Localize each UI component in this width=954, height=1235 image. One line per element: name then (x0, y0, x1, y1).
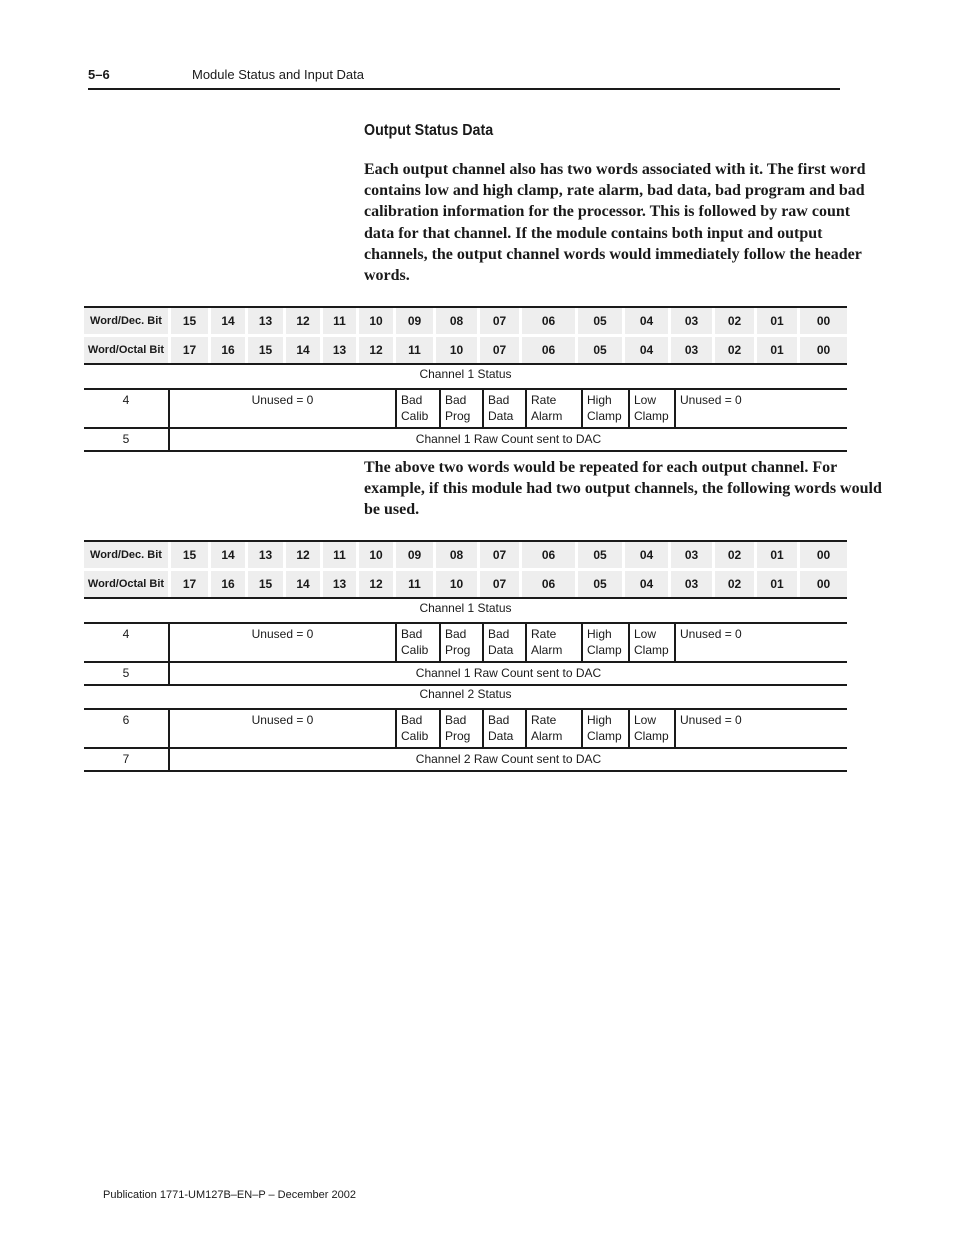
bit-cell: 01 (754, 308, 797, 337)
intro-paragraph: Each output channel also has two words associated with it. The first word contains low and high clamp, rate alarm, bad data, bad program and bad calibration information for the processor. This is followed by raw count data for that channel. If the module contains both input and output channels, the output channel words would immediately follow the header words. (364, 161, 866, 285)
word-number: 6 (84, 710, 170, 747)
bad-prog-field: Bad Prog (441, 624, 484, 661)
bit-cell: 06 (519, 308, 575, 337)
bad-prog-field: Bad Prog (441, 710, 484, 747)
high-clamp-field: High Clamp (583, 710, 630, 747)
page-number: 5–6 (88, 67, 110, 82)
rate-alarm-field: Rate Alarm (527, 390, 583, 427)
bit-cell: 05 (575, 571, 622, 597)
high-clamp-field: High Clamp (583, 390, 630, 427)
bad-data-field: Bad Data (484, 390, 527, 427)
bit-cell: 04 (622, 542, 668, 571)
bit-cell: 04 (622, 308, 668, 337)
low-clamp-field: Low Clamp (630, 624, 676, 661)
bad-calib-field: Bad Calib (397, 710, 441, 747)
bit-cell: 07 (477, 337, 519, 363)
bit-cell: 12 (283, 542, 320, 571)
bit-cell: 10 (433, 571, 477, 597)
octal-bit-row (84, 337, 847, 363)
bit-cell: 12 (356, 337, 393, 363)
bit-cell: 01 (754, 337, 797, 363)
bit-cell: 00 (797, 337, 847, 363)
high-clamp-field: High Clamp (583, 624, 630, 661)
bit-cell: 12 (283, 308, 320, 337)
rate-alarm-field: Rate Alarm (527, 710, 583, 747)
raw-count-word-row (84, 429, 847, 452)
channel-caption: Channel 2 Status (84, 686, 847, 710)
bit-cell: 02 (712, 337, 754, 363)
octal-bit-label: Word/Octal Bit (84, 571, 168, 597)
bit-cell: 13 (245, 542, 283, 571)
bit-cell: 05 (575, 337, 622, 363)
word-number: 5 (84, 429, 170, 450)
repeat-paragraph: The above two words would be repeated for each output channel. For example, if this module had two output channels, the following words would be used. (364, 459, 882, 519)
bit-cell: 04 (622, 571, 668, 597)
bit-cell: 16 (208, 337, 245, 363)
bit-cell: 17 (168, 337, 208, 363)
bad-calib-field: Bad Calib (397, 624, 441, 661)
bit-cell: 11 (320, 542, 356, 571)
bit-cell: 08 (433, 542, 477, 571)
unused-field: Unused = 0 (170, 624, 397, 661)
dec-bit-row (84, 542, 847, 571)
channel-caption: Channel 1 Status (84, 366, 847, 390)
unused-field: Unused = 0 (170, 390, 397, 427)
output-words-table-2 (84, 600, 847, 772)
bit-cell: 15 (245, 571, 283, 597)
bit-cell: 07 (477, 308, 519, 337)
bit-cell: 15 (168, 308, 208, 337)
bit-header-table-2 (84, 540, 847, 599)
octal-bit-label: Word/Octal Bit (84, 337, 168, 363)
running-title: Module Status and Input Data (192, 67, 365, 82)
bit-header-table-1 (84, 306, 847, 365)
bit-cell: 10 (433, 337, 477, 363)
bit-cell: 04 (622, 337, 668, 363)
bit-cell: 05 (575, 542, 622, 571)
bit-cell: 03 (668, 337, 712, 363)
bit-cell: 09 (393, 308, 433, 337)
bit-cell: 09 (393, 542, 433, 571)
dec-bit-row (84, 308, 847, 337)
bad-data-field: Bad Data (484, 624, 527, 661)
raw-count-field: Channel 1 Raw Count sent to DAC (415, 666, 602, 680)
bit-cell: 08 (433, 308, 477, 337)
bit-cell: 11 (320, 308, 356, 337)
word-number: 4 (84, 624, 170, 661)
bad-calib-field: Bad Calib (397, 390, 441, 427)
rate-alarm-field: Rate Alarm (527, 624, 583, 661)
bit-cell: 01 (754, 571, 797, 597)
bit-cell: 11 (393, 337, 433, 363)
bit-cell: 14 (208, 308, 245, 337)
status-word-row (84, 390, 847, 429)
bit-cell: 02 (712, 308, 754, 337)
bit-cell: 02 (712, 571, 754, 597)
raw-count-word-row (84, 663, 847, 686)
bit-cell: 06 (519, 571, 575, 597)
page-header (88, 66, 840, 90)
bit-cell: 02 (712, 542, 754, 571)
unused-field: Unused = 0 (680, 627, 742, 641)
low-clamp-field: Low Clamp (630, 710, 676, 747)
bit-cell: 11 (393, 571, 433, 597)
bit-cell: 07 (477, 542, 519, 571)
bit-cell: 17 (168, 571, 208, 597)
bit-cell: 14 (283, 571, 320, 597)
bit-cell: 07 (477, 571, 519, 597)
bit-cell: 03 (668, 542, 712, 571)
publication-footer: Publication 1771-UM127B–EN–P – December 2002 (103, 1189, 356, 1201)
unused-field: Unused = 0 (680, 393, 742, 407)
dec-bit-label: Word/Dec. Bit (84, 542, 168, 571)
bit-cell: 00 (797, 571, 847, 597)
word-number: 5 (84, 663, 170, 684)
bit-cell: 13 (320, 571, 356, 597)
bit-cell: 15 (245, 337, 283, 363)
bit-cell: 13 (245, 308, 283, 337)
word-number: 7 (84, 749, 170, 770)
bit-cell: 10 (356, 542, 393, 571)
bit-cell: 06 (519, 542, 575, 571)
octal-bit-row (84, 571, 847, 597)
unused-field: Unused = 0 (170, 710, 397, 747)
bit-cell: 03 (668, 571, 712, 597)
bit-cell: 01 (754, 542, 797, 571)
word-number: 4 (84, 390, 170, 427)
bit-cell: 03 (668, 308, 712, 337)
status-word-row (84, 624, 847, 663)
bit-cell: 15 (168, 542, 208, 571)
section-title: Output Status Data (364, 122, 494, 139)
bit-cell: 12 (356, 571, 393, 597)
raw-count-word-row (84, 749, 847, 772)
bit-cell: 06 (519, 337, 575, 363)
raw-count-field: Channel 1 Raw Count sent to DAC (415, 432, 602, 446)
bit-cell: 14 (283, 337, 320, 363)
status-word-row (84, 710, 847, 749)
bad-prog-field: Bad Prog (441, 390, 484, 427)
bit-cell: 13 (320, 337, 356, 363)
unused-field: Unused = 0 (680, 713, 742, 727)
bad-data-field: Bad Data (484, 710, 527, 747)
channel-caption: Channel 1 Status (84, 600, 847, 624)
bit-cell: 05 (575, 308, 622, 337)
bit-cell: 00 (797, 542, 847, 571)
bit-cell: 00 (797, 308, 847, 337)
raw-count-field: Channel 2 Raw Count sent to DAC (415, 752, 602, 766)
dec-bit-label: Word/Dec. Bit (84, 308, 168, 337)
low-clamp-field: Low Clamp (630, 390, 676, 427)
bit-cell: 14 (208, 542, 245, 571)
output-words-table-1 (84, 366, 847, 452)
bit-cell: 10 (356, 308, 393, 337)
bit-cell: 16 (208, 571, 245, 597)
